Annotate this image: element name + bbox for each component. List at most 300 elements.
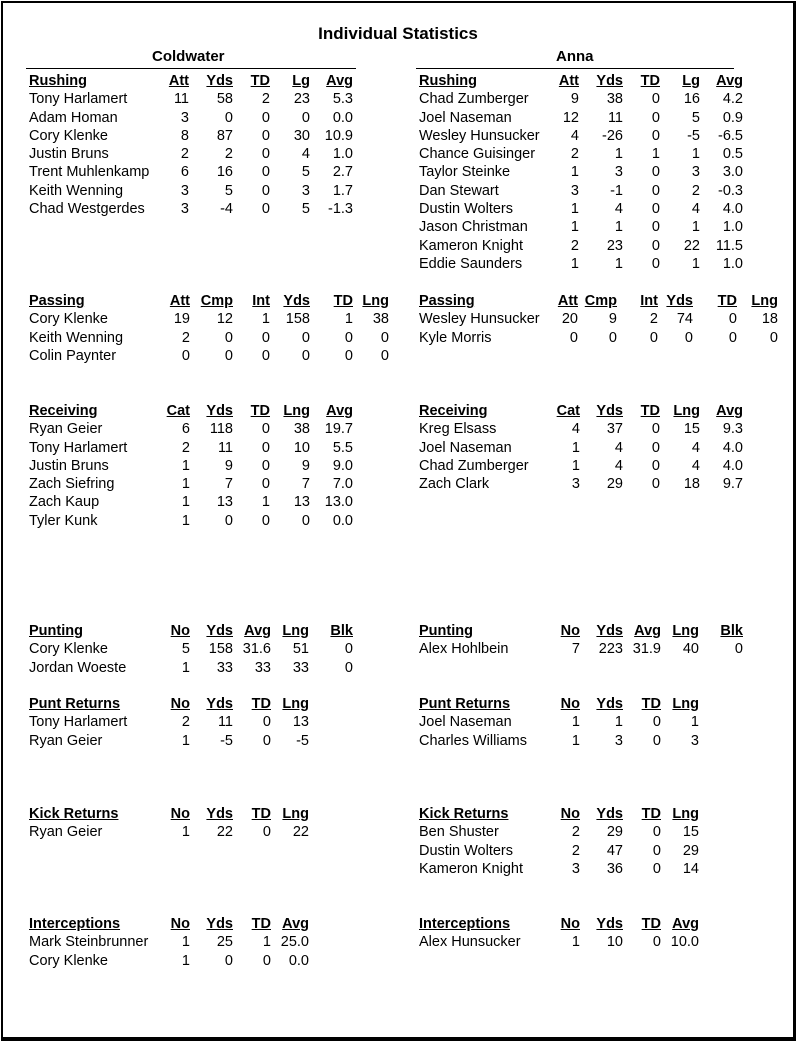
player-name: Alex Hohlbein xyxy=(419,641,509,658)
stat-int: 1 xyxy=(261,311,270,328)
column-header-no: No xyxy=(560,696,580,712)
stat-td: 2 xyxy=(261,91,270,108)
column-header-td: TD xyxy=(717,293,737,309)
stat-no: 1 xyxy=(571,714,580,731)
column-header-no: No xyxy=(170,623,190,639)
column-header-avg: Avg xyxy=(672,916,699,932)
column-header-int: Int xyxy=(252,293,270,309)
player-name: Kreg Elsass xyxy=(419,421,497,438)
column-header-lng: Lng xyxy=(672,696,699,712)
stat-yds: 3 xyxy=(614,164,623,181)
stat-lng: 4 xyxy=(691,439,700,456)
stat-td: 0 xyxy=(261,201,270,218)
stat-no: 5 xyxy=(181,641,190,658)
player-name: Colin Paynter xyxy=(29,347,117,364)
stat-lg: 5 xyxy=(301,201,310,218)
player-name: Adam Homan xyxy=(29,109,118,126)
stat-yds: 58 xyxy=(216,91,233,108)
stat-lg: 5 xyxy=(301,164,310,181)
player-name: Tyler Kunk xyxy=(29,512,98,529)
player-name: Ryan Geier xyxy=(29,824,103,841)
stat-avg: 7.0 xyxy=(332,476,353,493)
stat-lg: 2 xyxy=(691,182,700,199)
stat-lg: 23 xyxy=(293,91,310,108)
stat-att: 6 xyxy=(180,164,189,181)
stat-yds: 33 xyxy=(216,659,233,676)
player-name: Chad Westgerdes xyxy=(29,201,145,218)
stat-avg: 13.0 xyxy=(324,494,353,511)
stat-yds: 4 xyxy=(614,457,623,474)
stat-lg: 30 xyxy=(293,127,310,144)
stat-cat: 1 xyxy=(181,512,190,529)
stat-td: 0 xyxy=(651,91,660,108)
stat-td: 0 xyxy=(261,146,270,163)
column-header-avg: Avg xyxy=(326,403,353,419)
stat-att: 3 xyxy=(180,182,189,199)
stat-att: 1 xyxy=(570,255,579,272)
stat-cat: 1 xyxy=(181,457,190,474)
stat-yds: 5 xyxy=(224,182,233,199)
stat-avg: 9.3 xyxy=(722,421,743,438)
column-header-lg: Lg xyxy=(682,73,700,89)
stat-lng: 18 xyxy=(683,476,700,493)
player-name: Jordan Woeste xyxy=(29,659,127,676)
player-name: Joel Naseman xyxy=(419,109,512,126)
section-heading: Passing xyxy=(419,293,475,309)
stat-lg: 1 xyxy=(691,146,700,163)
stat-int: 0 xyxy=(649,329,658,346)
player-name: Alex Hunsucker xyxy=(419,934,521,951)
stat-yds: 11 xyxy=(217,439,233,456)
stat-no: 1 xyxy=(571,732,580,749)
stat-avg: 1.0 xyxy=(722,255,743,272)
stat-lg: 22 xyxy=(683,237,700,254)
stat-lng: 15 xyxy=(683,421,700,438)
stat-td: 0 xyxy=(728,311,737,328)
player-name: Kameron Knight xyxy=(419,860,523,877)
stat-yds: 9 xyxy=(224,457,233,474)
player-name: Kyle Morris xyxy=(419,329,492,346)
stat-att: 20 xyxy=(561,311,578,328)
stat-td: 0 xyxy=(262,824,271,841)
stat-td: 0 xyxy=(261,182,270,199)
stat-no: 1 xyxy=(181,732,190,749)
column-header-yds: Yds xyxy=(596,806,623,822)
column-header-td: TD xyxy=(640,73,660,89)
column-header-no: No xyxy=(560,916,580,932)
column-header-no: No xyxy=(170,806,190,822)
stat-yds: 13 xyxy=(216,494,233,511)
stat-yds: 1 xyxy=(614,255,623,272)
stat-cat: 1 xyxy=(181,476,190,493)
stat-yds: 0 xyxy=(684,329,693,346)
stat-td: 0 xyxy=(728,329,737,346)
player-name: Charles Williams xyxy=(419,732,527,749)
stat-yds: 0 xyxy=(224,109,233,126)
stat-yds: 0 xyxy=(301,329,310,346)
stat-avg: 10.9 xyxy=(324,127,353,144)
column-header-att: Att xyxy=(169,293,190,309)
stat-cmp: 0 xyxy=(224,347,233,364)
player-name: Dustin Wolters xyxy=(419,842,514,859)
column-header-lng: Lng xyxy=(283,403,310,419)
column-header-avg: Avg xyxy=(282,916,309,932)
section-heading: Punting xyxy=(419,623,473,639)
column-header-no: No xyxy=(560,806,580,822)
stat-yds: 23 xyxy=(606,237,623,254)
stat-cmp: 0 xyxy=(608,329,617,346)
column-header-td: TD xyxy=(641,806,661,822)
stat-att: 1 xyxy=(570,164,579,181)
stat-lg: 1 xyxy=(691,219,700,236)
column-header-no: No xyxy=(170,696,190,712)
stat-no: 7 xyxy=(571,641,580,658)
column-header-lg: Lg xyxy=(292,73,310,89)
player-name: Cory Klenke xyxy=(29,952,108,969)
stat-no: 1 xyxy=(181,824,190,841)
player-name: Tony Harlamert xyxy=(29,91,128,108)
stat-lng: 33 xyxy=(292,659,309,676)
player-name: Trent Muhlenkamp xyxy=(29,164,150,181)
stat-lg: 4 xyxy=(691,201,700,218)
stat-avg: -0.3 xyxy=(718,182,743,199)
team-divider-anna xyxy=(416,68,734,69)
stat-lg: 3 xyxy=(691,164,700,181)
column-header-td: TD xyxy=(641,916,661,932)
section-heading: Kick Returns xyxy=(29,806,119,822)
stat-td: 0 xyxy=(651,255,660,272)
stat-yds: -5 xyxy=(220,732,233,749)
player-name: Tony Harlamert xyxy=(29,439,128,456)
stat-no: 1 xyxy=(571,934,580,951)
stat-int: 2 xyxy=(649,311,658,328)
column-header-cat: Cat xyxy=(166,403,190,419)
stat-avg: 19.7 xyxy=(324,421,353,438)
column-header-yds: Yds xyxy=(596,623,623,639)
stat-avg: 25.0 xyxy=(280,934,309,951)
stat-yds: 37 xyxy=(606,421,623,438)
stat-yds: -1 xyxy=(610,182,623,199)
stat-lng: 18 xyxy=(761,311,778,328)
stat-yds: 16 xyxy=(216,164,233,181)
stat-lng: 22 xyxy=(292,824,309,841)
stat-att: 3 xyxy=(180,201,189,218)
stat-att: 8 xyxy=(180,127,189,144)
stat-yds: -4 xyxy=(220,201,233,218)
section-heading: Punt Returns xyxy=(419,696,511,712)
stat-att: 0 xyxy=(569,329,578,346)
column-header-avg: Avg xyxy=(244,623,271,639)
column-header-yds: Yds xyxy=(596,696,623,712)
stat-cat: 3 xyxy=(571,476,580,493)
stat-att: 3 xyxy=(570,182,579,199)
column-header-cat: Cat xyxy=(556,403,580,419)
stat-td: 1 xyxy=(261,494,270,511)
player-name: Eddie Saunders xyxy=(419,255,523,272)
player-name: Taylor Steinke xyxy=(419,164,511,181)
stat-lng: 7 xyxy=(301,476,310,493)
column-header-yds: Yds xyxy=(206,403,233,419)
stat-att: 2 xyxy=(181,329,190,346)
stat-no: 1 xyxy=(181,952,190,969)
column-header-lng: Lng xyxy=(282,696,309,712)
stat-lng: 10 xyxy=(293,439,310,456)
stat-td: 0 xyxy=(652,842,661,859)
stat-blk: 0 xyxy=(344,641,353,658)
player-name: Kameron Knight xyxy=(419,237,523,254)
stat-no: 1 xyxy=(181,659,190,676)
column-header-cmp: Cmp xyxy=(584,293,617,309)
stat-att: 4 xyxy=(570,127,579,144)
stat-lg: 3 xyxy=(301,182,310,199)
player-name: Justin Bruns xyxy=(29,457,109,474)
column-header-yds: Yds xyxy=(206,623,233,639)
column-header-lng: Lng xyxy=(362,293,389,309)
section-heading: Receiving xyxy=(419,403,488,419)
stat-td: 0 xyxy=(651,164,660,181)
column-header-yds: Yds xyxy=(666,293,693,309)
column-header-lng: Lng xyxy=(751,293,778,309)
stat-yds: 2 xyxy=(224,146,233,163)
stat-att: 2 xyxy=(570,237,579,254)
stat-td: 0 xyxy=(652,732,661,749)
stat-cmp: 0 xyxy=(224,329,233,346)
player-name: Joel Naseman xyxy=(419,439,512,456)
stat-yds: 118 xyxy=(209,421,233,438)
stat-cmp: 9 xyxy=(608,311,617,328)
stat-att: 2 xyxy=(570,146,579,163)
player-name: Tony Harlamert xyxy=(29,714,128,731)
column-header-yds: Yds xyxy=(206,696,233,712)
column-header-lng: Lng xyxy=(672,806,699,822)
stat-avg: -6.5 xyxy=(718,127,743,144)
section-heading: Punting xyxy=(29,623,83,639)
stat-blk: 0 xyxy=(344,659,353,676)
team-divider-coldwater xyxy=(26,68,356,69)
column-header-att: Att xyxy=(558,73,579,89)
stat-yds: 22 xyxy=(216,824,233,841)
stat-cmp: 12 xyxy=(216,311,233,328)
stat-avg: 4.0 xyxy=(722,457,743,474)
stat-td: 0 xyxy=(261,109,270,126)
stat-yds: -26 xyxy=(602,127,623,144)
stat-td: 0 xyxy=(651,127,660,144)
stat-td: 0 xyxy=(261,512,270,529)
stat-td: 0 xyxy=(651,457,660,474)
stat-cat: 1 xyxy=(181,494,190,511)
column-header-lng: Lng xyxy=(673,403,700,419)
player-name: Dustin Wolters xyxy=(419,201,514,218)
section-heading: Interceptions xyxy=(29,916,121,932)
column-header-avg: Avg xyxy=(326,73,353,89)
stat-avg: 2.7 xyxy=(332,164,353,181)
column-header-td: TD xyxy=(640,403,660,419)
stat-yds: 11 xyxy=(607,109,623,126)
player-name: Ryan Geier xyxy=(29,421,103,438)
stat-avg: 5.5 xyxy=(332,439,353,456)
stat-avg: 4.2 xyxy=(722,91,743,108)
stat-avg: 0.0 xyxy=(288,952,309,969)
stat-td: 0 xyxy=(262,732,271,749)
team-name-coldwater: Coldwater xyxy=(152,48,225,65)
stat-yds: 29 xyxy=(606,824,623,841)
stat-td: 0 xyxy=(344,329,353,346)
stat-yds: 10 xyxy=(606,934,623,951)
column-header-int: Int xyxy=(640,293,658,309)
stat-td: 0 xyxy=(261,164,270,181)
stat-yds: 0 xyxy=(224,952,233,969)
stat-no: 2 xyxy=(571,842,580,859)
stat-cat: 6 xyxy=(181,421,190,438)
stat-lg: 16 xyxy=(683,91,700,108)
column-header-blk: Blk xyxy=(330,623,353,639)
column-header-lng: Lng xyxy=(672,623,699,639)
player-name: Keith Wenning xyxy=(29,182,124,199)
column-header-td: TD xyxy=(251,696,271,712)
stat-avg: 3.0 xyxy=(722,164,743,181)
stat-cat: 4 xyxy=(571,421,580,438)
section-heading: Rushing xyxy=(419,73,477,89)
stat-lng: 51 xyxy=(292,641,309,658)
stat-cat: 1 xyxy=(571,457,580,474)
stat-lng: 13 xyxy=(293,494,310,511)
stat-td: 0 xyxy=(261,439,270,456)
stat-att: 0 xyxy=(181,347,190,364)
stat-yds: 87 xyxy=(216,127,233,144)
column-header-yds: Yds xyxy=(206,73,233,89)
stat-yds: 29 xyxy=(606,476,623,493)
column-header-yds: Yds xyxy=(596,916,623,932)
stat-avg: 0.5 xyxy=(722,146,743,163)
stat-att: 1 xyxy=(570,219,579,236)
player-name: Zach Kaup xyxy=(29,494,100,511)
column-header-avg: Avg xyxy=(634,623,661,639)
stat-lg: -5 xyxy=(687,127,700,144)
stat-td: 0 xyxy=(652,714,661,731)
stat-td: 0 xyxy=(262,952,271,969)
stat-lng: 3 xyxy=(690,732,699,749)
stat-att: 11 xyxy=(173,91,189,108)
stat-lng: 0 xyxy=(301,512,310,529)
column-header-td: TD xyxy=(250,403,270,419)
stat-lg: 1 xyxy=(691,255,700,272)
player-name: Zach Siefring xyxy=(29,476,115,493)
stat-lng: 4 xyxy=(691,457,700,474)
column-header-td: TD xyxy=(641,696,661,712)
player-name: Jason Christman xyxy=(419,219,528,236)
stat-td: 0 xyxy=(651,182,660,199)
stat-avg: 9.7 xyxy=(722,476,743,493)
stat-lng: 13 xyxy=(292,714,309,731)
stat-avg: 31.9 xyxy=(632,641,661,658)
stat-int: 0 xyxy=(261,329,270,346)
stat-cat: 2 xyxy=(181,439,190,456)
section-heading: Rushing xyxy=(29,73,87,89)
player-name: Mark Steinbrunner xyxy=(29,934,149,951)
column-header-yds: Yds xyxy=(206,806,233,822)
page-title: Individual Statistics xyxy=(318,24,478,43)
column-header-yds: Yds xyxy=(206,916,233,932)
stat-td: 0 xyxy=(261,476,270,493)
stat-lng: 40 xyxy=(682,641,699,658)
stat-lng: -5 xyxy=(296,732,309,749)
column-header-no: No xyxy=(170,916,190,932)
stat-yds: 47 xyxy=(606,842,623,859)
player-name: Zach Clark xyxy=(419,476,490,493)
player-name: Cory Klenke xyxy=(29,641,108,658)
stat-lng: 38 xyxy=(372,311,389,328)
player-name: Justin Bruns xyxy=(29,146,109,163)
stat-yds: 158 xyxy=(208,641,233,658)
stat-att: 2 xyxy=(180,146,189,163)
stat-lng: 0 xyxy=(769,329,778,346)
stat-yds: 74 xyxy=(676,311,693,328)
player-name: Chad Zumberger xyxy=(419,91,529,108)
stat-td: 0 xyxy=(651,439,660,456)
stat-avg: 11.5 xyxy=(715,237,743,254)
player-name: Dan Stewart xyxy=(419,182,499,199)
section-heading: Punt Returns xyxy=(29,696,121,712)
stat-lg: 0 xyxy=(301,109,310,126)
stat-td: 0 xyxy=(261,421,270,438)
column-header-cmp: Cmp xyxy=(200,293,233,309)
stat-avg: 0.0 xyxy=(332,109,353,126)
stat-td: 0 xyxy=(651,237,660,254)
stat-td: 0 xyxy=(344,347,353,364)
column-header-td: TD xyxy=(333,293,353,309)
stat-avg: 33 xyxy=(254,659,271,676)
stat-no: 2 xyxy=(181,714,190,731)
stat-yds: 38 xyxy=(606,91,623,108)
column-header-lng: Lng xyxy=(282,806,309,822)
stat-int: 0 xyxy=(261,347,270,364)
stat-yds: 0 xyxy=(224,512,233,529)
column-header-td: TD xyxy=(250,73,270,89)
stat-avg: 1.7 xyxy=(332,182,353,199)
stat-yds: 36 xyxy=(606,860,623,877)
team-name-anna: Anna xyxy=(556,48,594,65)
stat-td: 0 xyxy=(651,109,660,126)
stat-avg: 31.6 xyxy=(242,641,271,658)
stat-avg: -1.3 xyxy=(328,201,353,218)
stat-yds: 158 xyxy=(285,311,310,328)
stat-lng: 1 xyxy=(690,714,699,731)
column-header-no: No xyxy=(560,623,580,639)
stat-yds: 1 xyxy=(614,219,623,236)
stat-lg: 4 xyxy=(301,146,310,163)
stat-yds: 223 xyxy=(598,641,623,658)
stat-lng: 38 xyxy=(293,421,310,438)
stat-td: 1 xyxy=(344,311,353,328)
stat-no: 3 xyxy=(571,860,580,877)
stat-avg: 1.0 xyxy=(332,146,353,163)
stat-td: 0 xyxy=(651,421,660,438)
stat-lg: 5 xyxy=(691,109,700,126)
stat-yds: 1 xyxy=(614,714,623,731)
column-header-td: TD xyxy=(251,916,271,932)
stat-td: 0 xyxy=(652,934,661,951)
stat-yds: 11 xyxy=(217,714,233,731)
stat-no: 2 xyxy=(571,824,580,841)
player-name: Chad Zumberger xyxy=(419,457,529,474)
stat-avg: 10.0 xyxy=(670,934,699,951)
player-name: Ben Shuster xyxy=(419,824,499,841)
player-name: Wesley Hunsucker xyxy=(419,311,540,328)
stat-lng: 0 xyxy=(380,347,389,364)
stat-td: 0 xyxy=(651,476,660,493)
column-header-avg: Avg xyxy=(716,403,743,419)
stat-yds: 0 xyxy=(301,347,310,364)
